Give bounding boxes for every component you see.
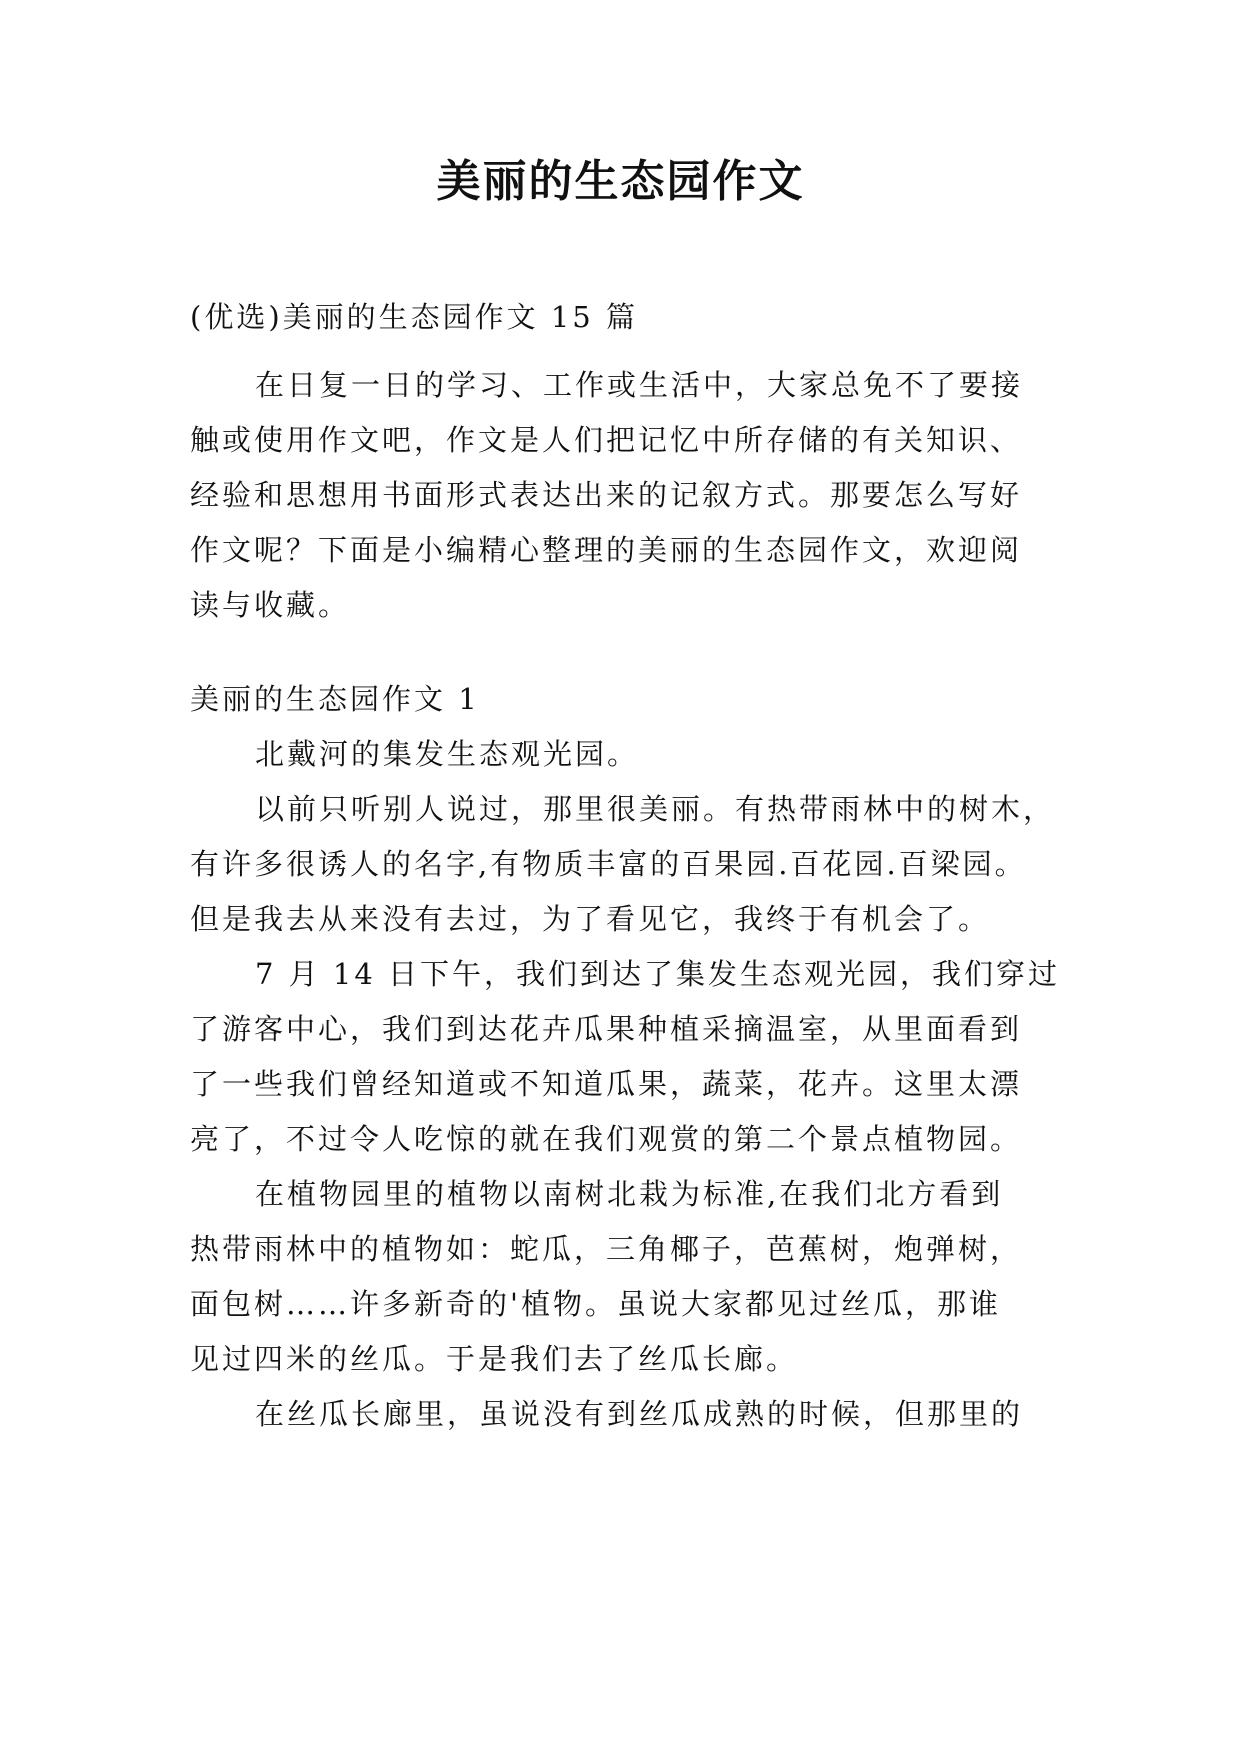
paragraph-line: 在丝瓜长廊里，虽说没有到丝瓜成熟的时候，但那里的 xyxy=(255,1397,1024,1431)
intro-line: 读与收藏。 xyxy=(190,588,351,622)
paragraph-line: 北戴河的集发生态观光园。 xyxy=(255,737,640,771)
paragraph-line: 了游客中心，我们到达花卉瓜果种植采摘温室，从里面看到 xyxy=(190,1012,1023,1046)
paragraph-line: 7 月 14 日下午，我们到达了集发生态观光园，我们穿过 xyxy=(255,957,1061,991)
intro-line: 在日复一日的学习、工作或生活中，大家总免不了要接 xyxy=(255,368,1024,402)
paragraph-line: 热带雨林中的植物如：蛇瓜，三角椰子，芭蕉树，炮弹树， xyxy=(190,1232,1023,1266)
intro-line: 作文呢？下面是小编精心整理的美丽的生态园作文，欢迎阅 xyxy=(190,533,1023,567)
document-subtitle: (优选)美丽的生态园作文 15 篇 xyxy=(190,300,638,334)
section-heading: 美丽的生态园作文 1 xyxy=(190,682,480,716)
paragraph-line: 有许多很诱人的名字,有物质丰富的百果园.百花园.百梁园。 xyxy=(190,847,1027,881)
paragraph-line: 亮了，不过令人吃惊的就在我们观赏的第二个景点植物园。 xyxy=(190,1122,1023,1156)
intro-line: 触或使用作文吧，作文是人们把记忆中所存储的有关知识、 xyxy=(190,423,1023,457)
paragraph-line: 以前只听别人说过，那里很美丽。有热带雨林中的树木， xyxy=(255,792,1056,826)
intro-line: 经验和思想用书面形式表达出来的记叙方式。那要怎么写好 xyxy=(190,478,1023,512)
paragraph-line: 面包树……许多新奇的'植物。虽说大家都见过丝瓜，那谁 xyxy=(190,1287,1001,1321)
paragraph-line: 见过四米的丝瓜。于是我们去了丝瓜长廊。 xyxy=(190,1342,799,1376)
document-title: 美丽的生态园作文 xyxy=(436,156,805,207)
paragraph-line: 在植物园里的植物以南树北栽为标准,在我们北方看到 xyxy=(255,1177,1004,1211)
paragraph-line: 了一些我们曾经知道或不知道瓜果，蔬菜，花卉。这里太漂 xyxy=(190,1067,1023,1101)
paragraph-line: 但是我去从来没有去过，为了看见它，我终于有机会了。 xyxy=(190,902,991,936)
